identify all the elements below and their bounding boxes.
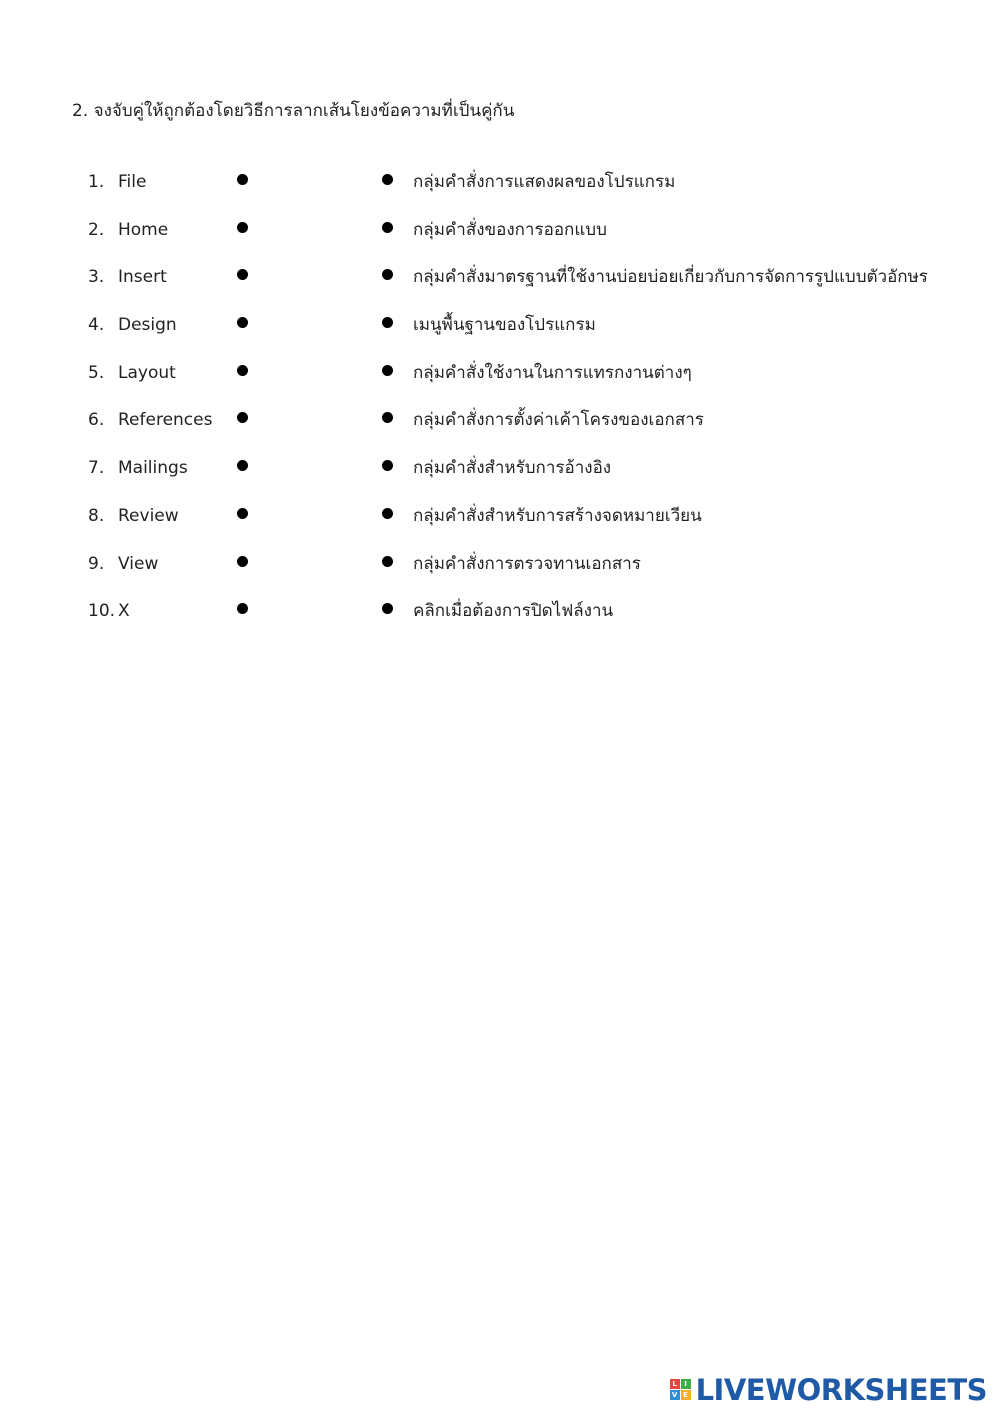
description-label: คลิกเมื่อต้องการปิดไฟล์งาน bbox=[413, 601, 614, 622]
logo-mark-letter: E bbox=[681, 1390, 691, 1400]
matching-row bbox=[0, 454, 1000, 502]
matching-row bbox=[0, 311, 1000, 359]
term-label: File bbox=[118, 172, 147, 192]
matching-row bbox=[0, 168, 1000, 216]
term-label: Mailings bbox=[118, 458, 188, 479]
term-label: Home bbox=[118, 219, 169, 240]
description-label: กลุ่มคำสั่งของการออกแบบ bbox=[413, 219, 607, 240]
right-connector-dot[interactable] bbox=[382, 460, 393, 471]
left-connector-dot[interactable] bbox=[237, 222, 248, 233]
logo-mark-icon bbox=[670, 1379, 692, 1401]
term-label: Layout bbox=[118, 362, 176, 383]
matching-row bbox=[0, 597, 1000, 645]
term-label: References bbox=[118, 410, 213, 431]
matching-row bbox=[0, 359, 1000, 407]
left-connector-dot[interactable] bbox=[237, 412, 248, 423]
matching-row bbox=[0, 406, 1000, 454]
description-label: กลุ่มคำสั่งสำหรับการอ้างอิง bbox=[413, 458, 612, 479]
matching-row bbox=[0, 216, 1000, 264]
right-connector-dot[interactable] bbox=[382, 603, 393, 614]
right-connector-dot[interactable] bbox=[382, 222, 393, 233]
right-connector-dot[interactable] bbox=[382, 317, 393, 328]
item-number: 6. bbox=[88, 410, 105, 431]
item-number: 5. bbox=[88, 362, 105, 383]
right-connector-dot[interactable] bbox=[382, 508, 393, 519]
left-connector-dot[interactable] bbox=[237, 460, 248, 471]
description-label: กลุ่มคำสั่งใช้งานในการแทรกงานต่างๆ bbox=[413, 362, 692, 383]
right-connector-dot[interactable] bbox=[382, 412, 393, 423]
liveworksheets-logo bbox=[670, 1374, 987, 1406]
item-number: 3. bbox=[88, 267, 105, 288]
description-label: กลุ่มคำสั่งการตรวจทานเอกสาร bbox=[413, 553, 641, 574]
right-connector-dot[interactable] bbox=[382, 269, 393, 280]
matching-row bbox=[0, 550, 1000, 598]
term-label: X bbox=[118, 601, 130, 622]
left-connector-dot[interactable] bbox=[237, 269, 248, 280]
description-label: เมนูพื้นฐานของโปรแกรม bbox=[413, 315, 596, 336]
logo-mark-letter: V bbox=[670, 1390, 680, 1400]
description-label: กลุ่มคำสั่งมาตรฐานที่ใช้งานบ่อยบ่อยเกี่ยวกับการจัดการรูปแบบตัวอักษร bbox=[413, 267, 928, 288]
term-label: Review bbox=[118, 505, 179, 526]
right-connector-dot[interactable] bbox=[382, 556, 393, 567]
description-label: กลุ่มคำสั่งการตั้งค่าเค้าโครงของเอกสาร bbox=[413, 410, 704, 431]
matching-row bbox=[0, 263, 1000, 311]
item-number: 7. bbox=[88, 458, 105, 479]
item-number: 2. bbox=[88, 219, 105, 240]
question-text: 2. จงจับคู่ให้ถูกต้องโดยวิธีการลากเส้นโยงข้อความที่เป็นคู่กัน bbox=[72, 101, 515, 121]
term-label: View bbox=[118, 553, 159, 574]
left-connector-dot[interactable] bbox=[237, 317, 248, 328]
logo-text: LIVEWORKSHEETS bbox=[695, 1373, 987, 1407]
term-label: Insert bbox=[118, 267, 167, 288]
right-connector-dot[interactable] bbox=[382, 365, 393, 376]
item-number: 8. bbox=[88, 505, 105, 526]
logo-mark-letter: L bbox=[670, 1379, 680, 1389]
description-label: กลุ่มคำสั่งสำหรับการสร้างจดหมายเวียน bbox=[413, 505, 702, 526]
term-label: Design bbox=[118, 315, 177, 336]
matching-row bbox=[0, 502, 1000, 550]
left-connector-dot[interactable] bbox=[237, 508, 248, 519]
item-number: 9. bbox=[88, 553, 105, 574]
left-connector-dot[interactable] bbox=[237, 603, 248, 614]
left-connector-dot[interactable] bbox=[237, 174, 248, 185]
left-connector-dot[interactable] bbox=[237, 365, 248, 376]
item-number: 1. bbox=[88, 172, 105, 192]
right-connector-dot[interactable] bbox=[382, 174, 393, 185]
matching-list bbox=[0, 168, 1000, 645]
left-connector-dot[interactable] bbox=[237, 556, 248, 567]
description-label: กลุ่มคำสั่งการแสดงผลของโปรแกรม bbox=[413, 172, 676, 192]
logo-mark-letter: I bbox=[681, 1379, 691, 1389]
item-number: 10. bbox=[88, 601, 116, 622]
item-number: 4. bbox=[88, 315, 105, 336]
